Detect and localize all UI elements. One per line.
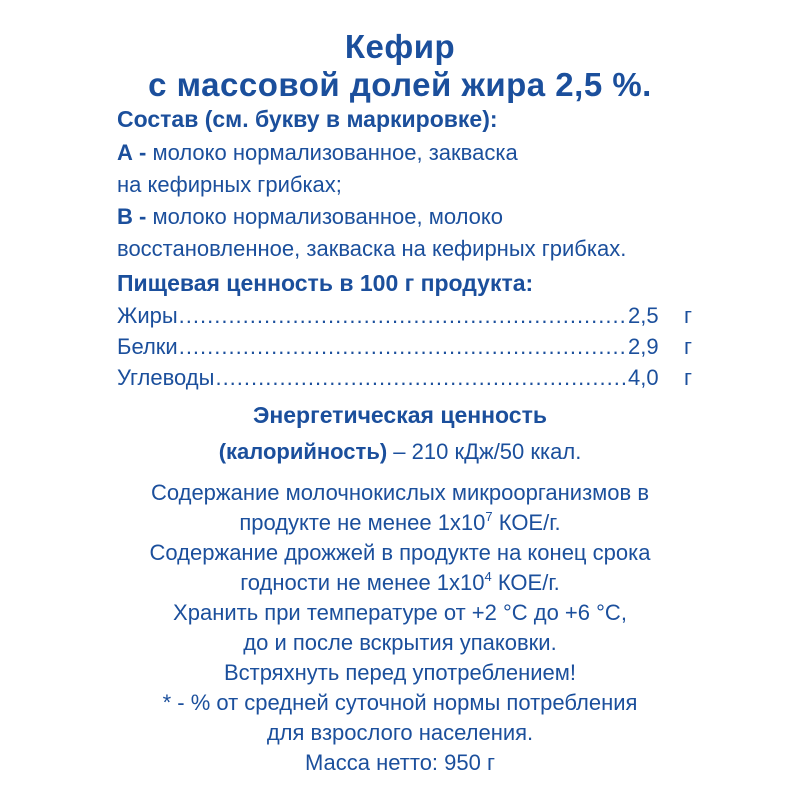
composition-a-line-1 [117, 140, 518, 166]
nutrition-name: Белки [117, 334, 178, 359]
yeast-text-1: Содержание дрожжей в продукте на конец срока [149, 540, 651, 565]
nutrition-name: Углеводы [117, 365, 215, 390]
leader-dots [215, 365, 627, 391]
yeast-exponent: 4 [484, 569, 492, 584]
net-weight: Масса нетто: 950 г [304, 750, 496, 775]
storage-text-1: Хранить при температуре от +2 °С до +6 °С, [173, 600, 627, 625]
nutrition-row-protein [117, 334, 692, 362]
composition-a-label: А - [117, 140, 147, 165]
energy-label: (калорийность) [218, 439, 388, 464]
product-title: Кефир [344, 28, 456, 65]
micro-text-2-main: продукте не менее 1х10 [239, 510, 486, 535]
nutrition-heading: Пищевая ценность в 100 г продукта: [117, 270, 534, 296]
composition-heading: Состав (см. букву в маркировке): [117, 106, 498, 132]
footnote-text-1: * - % от средней суточной нормы потребления [162, 690, 638, 715]
composition-b-text-1: молоко нормализованное, молоко [146, 204, 504, 229]
composition-b-text-2: восстановленное, закваска на кефирных грибках. [117, 236, 627, 261]
leader-dots [179, 334, 627, 360]
yeast-unit: КОЕ/г. [491, 570, 560, 595]
nutrition-unit: г [683, 303, 692, 328]
storage-text-2: до и после вскрытия упаковки. [243, 630, 557, 655]
nutrition-unit: г [683, 365, 692, 390]
nutrition-name: Жиры [117, 303, 178, 328]
nutrition-value: 2,5 [628, 303, 659, 328]
yeast-text-2-main: годности не менее 1х10 [240, 570, 485, 595]
energy-value: – 210 кДж/50 ккал. [387, 439, 582, 464]
footnote-text-2: для взрослого населения. [266, 720, 534, 745]
micro-text-1: Содержание молочнокислых микроорганизмов в [150, 480, 650, 505]
shake-instruction: Встряхнуть перед употреблением! [223, 660, 577, 685]
nutrition-unit: г [683, 334, 692, 359]
composition-a-text-2: на кефирных грибках; [117, 172, 342, 197]
nutrition-value: 2,9 [628, 334, 659, 359]
nutrition-value: 4,0 [628, 365, 659, 390]
composition-a-text-1: молоко нормализованное, закваска [146, 140, 518, 165]
energy-heading: Энергетическая ценность [253, 402, 547, 428]
composition-b-label: В - [117, 204, 147, 229]
micro-text-2 [0, 510, 800, 536]
leader-dots [179, 303, 627, 329]
energy-line [0, 439, 800, 465]
composition-b-line-1 [117, 204, 503, 230]
nutrition-row-fat [117, 303, 692, 331]
micro-exponent: 7 [485, 509, 493, 524]
yeast-text-2 [0, 570, 800, 596]
micro-unit: КОЕ/г. [492, 510, 561, 535]
product-subtitle: с массовой долей жира 2,5 %. [148, 66, 652, 103]
nutrition-row-carbs [117, 365, 692, 393]
